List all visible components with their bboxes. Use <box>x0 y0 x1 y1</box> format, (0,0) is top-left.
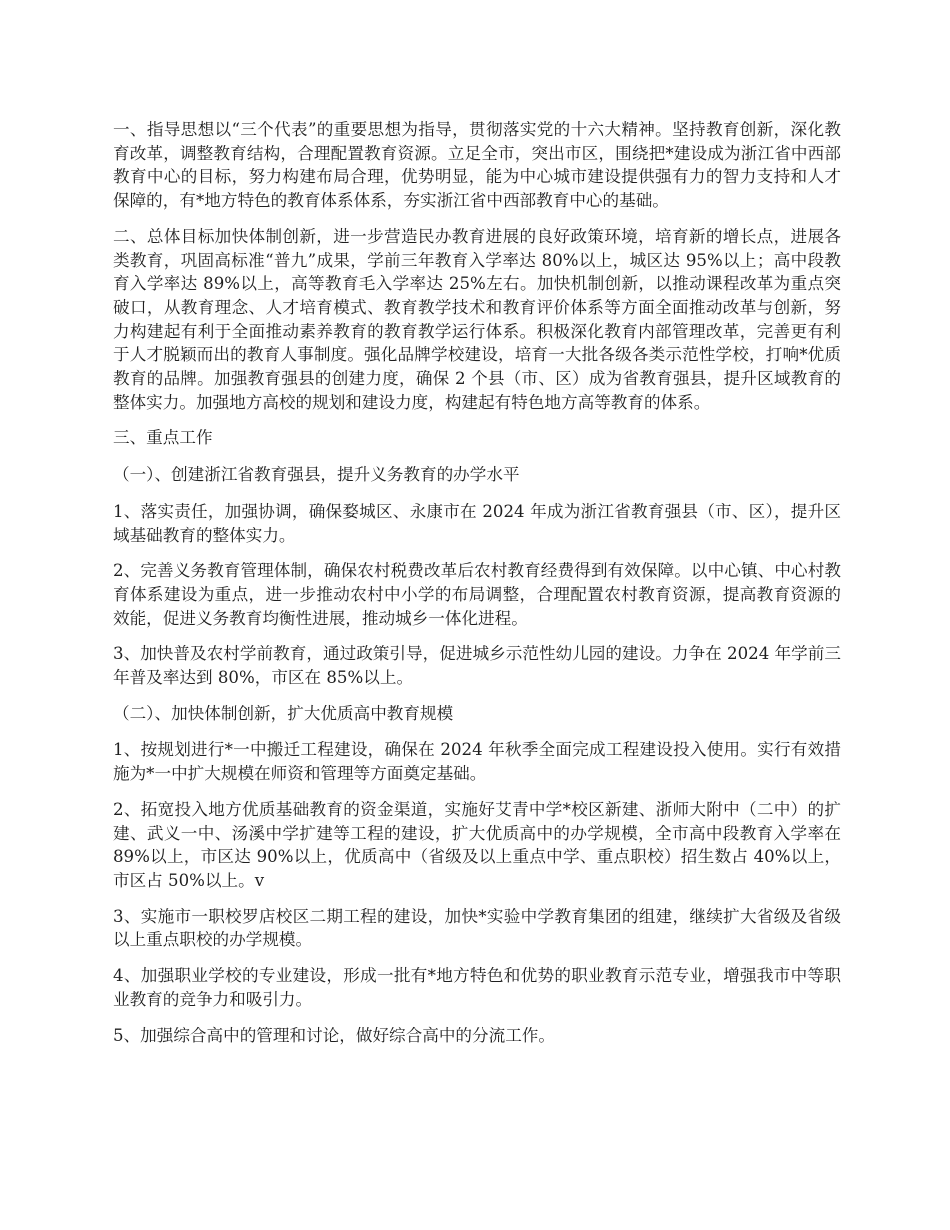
list-item-1-3: 3、加快普及农村学前教育，通过政策引导，促进城乡示范性幼儿园的建设。力争在 2024 年学前三年普及率达到 80%，市区在 85%以上。 <box>113 644 841 688</box>
subsection-heading-1: （一）、创建浙江省教育强县，提升义务教育的办学水平 <box>113 465 520 485</box>
list-item-2-5: 5、加强综合高中的管理和讨论，做好综合高中的分流工作。 <box>113 1025 555 1045</box>
document-page <box>113 118 841 1059</box>
list-item-1-2: 2、完善义务教育管理体制，确保农村税费改革后农村教育经费得到有效保障。以中心镇、中心村教育体系建设为重点，进一步推动农村中小学的布局调整，合理配置农村教育资源，提高教育资源的效能，促进义务教育均衡性进展，推动城乡一体化进程。 <box>113 561 841 628</box>
list-item-2-1: 1、按规划进行*一中搬迁工程建设，确保在 2024 年秋季全面完成工程建设投入使用。实行有效措施为*一中扩大规模在师资和管理等方面奠定基础。 <box>113 740 841 784</box>
list-item-2-4: 4、加强职业学校的专业建设，形成一批有*地方特色和优势的职业教育示范专业，增强我市中等职业教育的竞争力和吸引力。 <box>113 966 841 1009</box>
list-item-2-2: 2、拓宽投入地方优质基础教育的资金渠道，实施好艾青中学*校区新建、浙师大附中（二中）的扩建、武义一中、汤溪中学扩建等工程的建设，扩大优质高中的办学规模，全市高中段教育入学率在 89%以上，市区达 90%以上，优质高中（省级及以上重点中学、重点职校）招生数占 40%以上，市区占 50%以上。v <box>113 799 841 890</box>
subsection-heading-2: （二）、加快体制创新，扩大优质高中教育规模 <box>113 703 454 723</box>
paragraph-guiding-ideology: 一、指导思想以“三个代表”的重要思想为指导，贯彻落实党的十六大精神。坚持教育创新，深化教育改革，调整教育结构，合理配置教育资源。立足全市，突出市区，围绕把*建设成为浙江省中西部教育中心的目标，努力构建布局合理，优势明显，能为中心城市建设提供强有力的智力支持和人才保障的，有*地方特色的教育体系体系，夯实浙江省中西部教育中心的基础。 <box>113 120 841 211</box>
section-heading-key-work: 三、重点工作 <box>113 428 213 448</box>
paragraph-overall-goals: 二、总体目标加快体制创新，进一步营造民办教育进展的良好政策环境，培育新的增长点，进展各类教育，巩固高标准“普九”成果，学前三年教育入学率达 80%以上，城区达 95%以上；高中段教育入学率达 89%以上，高等教育毛入学率达 25%左右。加快机制创新，以推动课程改革为重点突破口，从教育理念、人才培育模式、教育教学技术和教育评价体系等方面全面推动改革与创新，努力构建起有利于全面推动素养教育的教育教学运行体系。积极深化教育内部管理改革，完善更有利于人才脱颖而出的教育人事制度。强化品牌学校建设，培育一大批各级各类示范性学校，打响*优质教育的品牌。加强教育强县的创建力度，确保 2 个县（市、区）成为省教育强县，提升区域教育的整体实力。加强地方高校的规划和建设力度，构建起有特色地方高等教育的体系。 <box>113 226 841 412</box>
list-item-2-3: 3、实施市一职校罗店校区二期工程的建设，加快*实验中学教育集团的组建，继续扩大省级及省级以上重点职校的办学规模。 <box>113 906 841 950</box>
list-item-1-1: 1、落实责任，加强协调，确保婺城区、永康市在 2024 年成为浙江省教育强县（市、区），提升区域基础教育的整体实力。 <box>113 501 841 545</box>
